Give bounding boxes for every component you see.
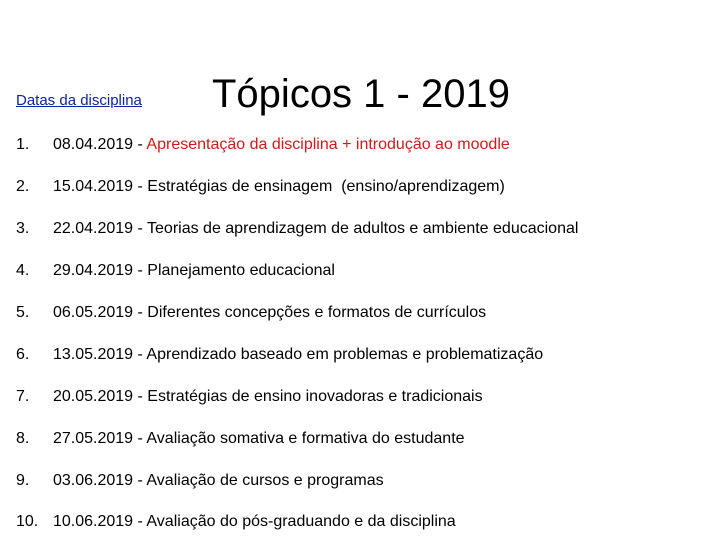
topic-number: 8.: [16, 430, 30, 447]
topic-item: [0, 259, 720, 283]
topic-number: 3.: [16, 220, 30, 237]
topic-separator: -: [133, 304, 148, 321]
page-title: Tópicos 1 - 2019: [212, 71, 510, 116]
topic-title: Diferentes concepções e formatos de currículos: [147, 304, 487, 321]
topic-number: 1.: [16, 136, 30, 153]
topic-title: Apresentação da disciplina + introdução ao moodle: [146, 136, 510, 153]
topic-content: [53, 133, 510, 157]
topic-separator: -: [133, 430, 147, 447]
topic-date: 20.05.2019: [53, 388, 134, 405]
topic-date: 29.04.2019: [53, 262, 134, 279]
topic-item: [0, 301, 720, 325]
topic-separator: -: [133, 513, 147, 530]
topic-number: 5.: [16, 304, 30, 321]
topic-title: Avaliação do pós-graduando e da disciplina: [146, 513, 456, 530]
topic-date: 08.04.2019: [53, 136, 134, 153]
topic-date: 13.05.2019: [53, 346, 134, 363]
topic-title: Avaliação somativa e formativa do estudante: [146, 430, 465, 447]
topic-item: [0, 510, 720, 534]
dates-link[interactable]: Datas da disciplina: [16, 92, 142, 109]
topic-content: [53, 469, 384, 493]
topic-item: [0, 385, 720, 409]
topic-item: [0, 133, 720, 157]
topic-number: 6.: [16, 346, 30, 363]
topic-date: 15.04.2019: [53, 178, 134, 195]
topic-number: 9.: [16, 472, 30, 489]
topic-date: 03.06.2019: [53, 472, 134, 489]
topic-item: [0, 343, 720, 367]
topic-title: Teorias de aprendizagem de adultos e ambiente educacional: [147, 220, 579, 237]
topic-number: 10.: [16, 513, 39, 530]
topic-separator: -: [133, 346, 147, 363]
topic-date: 22.04.2019: [53, 220, 134, 237]
topic-separator: -: [133, 220, 148, 237]
topic-content: [53, 385, 483, 409]
topic-content: [53, 510, 456, 534]
topic-item: [0, 469, 720, 493]
topic-date: 10.06.2019: [53, 513, 134, 530]
topic-separator: -: [133, 472, 147, 489]
topic-title: Estratégias de ensinagem (ensino/aprendizagem): [147, 178, 505, 195]
topic-number: 4.: [16, 262, 30, 279]
topic-item: [0, 427, 720, 451]
topic-title: Estratégias de ensino inovadoras e tradicionais: [147, 388, 483, 405]
topic-content: [53, 301, 486, 325]
topic-separator: -: [133, 136, 147, 153]
topic-separator: -: [133, 388, 148, 405]
topic-number: 2.: [16, 178, 30, 195]
topic-number: 7.: [16, 388, 30, 405]
topic-date: 06.05.2019: [53, 304, 134, 321]
topic-separator: -: [133, 178, 148, 195]
topic-content: [53, 175, 505, 199]
topic-title: Planejamento educacional: [147, 262, 335, 279]
topic-title: Aprendizado baseado em problemas e problematização: [146, 346, 544, 363]
topic-content: [53, 259, 335, 283]
topic-item: [0, 175, 720, 199]
topic-date: 27.05.2019: [53, 430, 134, 447]
topic-item: [0, 217, 720, 241]
topic-content: [53, 343, 543, 367]
topic-content: [53, 427, 465, 451]
topic-title: Avaliação de cursos e programas: [146, 472, 384, 489]
topic-separator: -: [133, 262, 148, 279]
topic-content: [53, 217, 578, 241]
